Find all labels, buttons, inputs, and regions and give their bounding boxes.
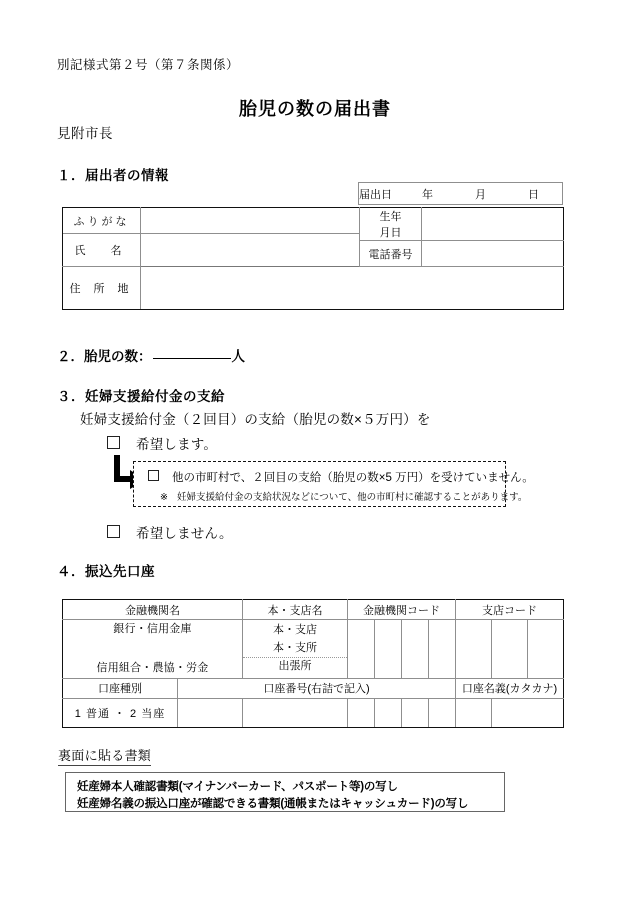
attachment-item-2: 妊産婦名義の振込口座が確認できる書類(通帳またはキャッシュカード)の写し [77,798,469,810]
header-bank-code: 金融機関コード [348,600,456,620]
header-branch-code: 支店コード [456,600,564,620]
year-label: 年 [422,188,433,201]
header-branch-name: 本・支店名 [243,600,348,620]
form-number: 別記様式第２号（第７条関係） [57,58,240,72]
table-row-furigana [63,208,564,234]
table-row-address [63,267,564,310]
account-number-cell[interactable] [375,698,402,727]
addressee-label: 見附市長 [57,126,113,141]
bank-code-cell[interactable] [402,620,429,679]
label-birth-date [360,208,422,241]
submission-date-label: 届出日 [359,188,392,201]
other-municipality-notice-box [133,461,534,507]
checkbox-icon[interactable] [107,525,120,538]
section2-heading [57,345,245,365]
account-number-cell[interactable] [178,698,243,727]
attachment-item-1: 妊産婦本人確認書類(マイナンバーカード、パスポート等)の写し [77,781,398,793]
account-number-cell[interactable] [456,698,492,727]
section3-heading: ３．妊婦支援給付金の支給 [57,389,225,404]
branch-kind-line1: 本・支店 [273,623,317,636]
note-mark: ※ [160,492,168,503]
bank-kind-line2: 信用組合・農協・労金 [96,661,209,674]
bank-code-cell[interactable] [375,620,402,679]
input-account-holder[interactable] [492,698,564,727]
input-furigana[interactable] [141,208,360,234]
bank-code-cell[interactable] [429,620,456,679]
attachments-box [65,772,505,812]
table-row [359,183,563,205]
input-address[interactable] [141,267,564,310]
account-number-cell[interactable] [429,698,456,727]
note-text: 妊婦支援給付金の支給状況などについて、他の市町村に確認することがあります。 [176,492,528,503]
fetus-count-unit: 人 [231,349,245,364]
attachments-title: 裏面に貼る書類 [58,745,151,766]
branch-kind-line2: 本・支所 [243,640,347,659]
account-number-cell[interactable] [402,698,429,727]
input-bank-name[interactable] [63,620,243,679]
account-number-cell[interactable] [243,698,348,727]
fetus-count-input[interactable] [153,358,231,359]
submission-date-cell[interactable] [359,183,563,205]
branch-code-cell[interactable] [456,620,492,679]
bank-account-table [62,599,564,728]
option-request-yes[interactable] [107,433,217,453]
bank-code-cell[interactable] [348,620,375,679]
table-row-bank-headers [63,600,564,620]
bank-kind-line1: 銀行・信用金庫 [113,623,192,635]
table-row-account-headers [63,678,564,698]
label-furigana: ふりがな [63,208,141,234]
header-account-holder: 口座名義(カタカナ) [456,678,564,698]
section1-heading: １．届出者の情報 [57,168,169,183]
input-branch-name[interactable] [243,620,348,679]
label-name: 氏 名 [63,234,141,267]
header-account-type: 口座種別 [63,678,178,698]
day-label: 日 [528,188,539,201]
notice-footnote [160,489,527,503]
input-account-type[interactable]: 1 普通 ・ 2 当座 [63,698,178,727]
section3-lead-text: 妊婦支援給付金（２回目）の支給（胎児の数×５万円）を [80,412,431,427]
input-phone[interactable] [422,241,564,267]
checkbox-icon[interactable] [107,436,120,449]
branch-kind-line3: 出張所 [278,660,312,673]
branch-code-cell[interactable] [492,620,528,679]
notice-checkbox-label: 他の市町村で、２回目の支給（胎児の数×5 万円）を受けていません。 [172,472,534,484]
section2-label: ２．胎児の数： [57,349,152,364]
month-label: 月 [475,188,486,201]
label-phone: 電話番号 [360,241,422,267]
label-birth-line2: 月日 [379,227,402,239]
checkbox-icon[interactable] [148,470,159,481]
option-yes-label: 希望します。 [136,437,218,452]
account-number-cell[interactable] [348,698,375,727]
input-name[interactable] [141,234,360,267]
page-title: 胎児の数の届出書 [239,99,391,119]
branch-code-cell[interactable] [528,620,564,679]
notice-checkbox-row[interactable] [148,469,534,485]
option-request-no[interactable] [107,522,233,542]
section4-heading: ４．振込先口座 [57,564,155,579]
label-address: 住 所 地 [63,267,141,310]
input-birth-date[interactable] [422,208,564,241]
applicant-info-table [62,207,564,310]
table-row-bank-inputs [63,620,564,679]
table-row-account-inputs [63,698,564,727]
submission-date-table [358,182,563,205]
option-no-label: 希望しません。 [136,526,233,541]
header-account-number: 口座番号(右詰で記入) [178,678,456,698]
header-bank-name: 金融機関名 [63,600,243,620]
label-birth-line1: 生年 [379,211,402,223]
